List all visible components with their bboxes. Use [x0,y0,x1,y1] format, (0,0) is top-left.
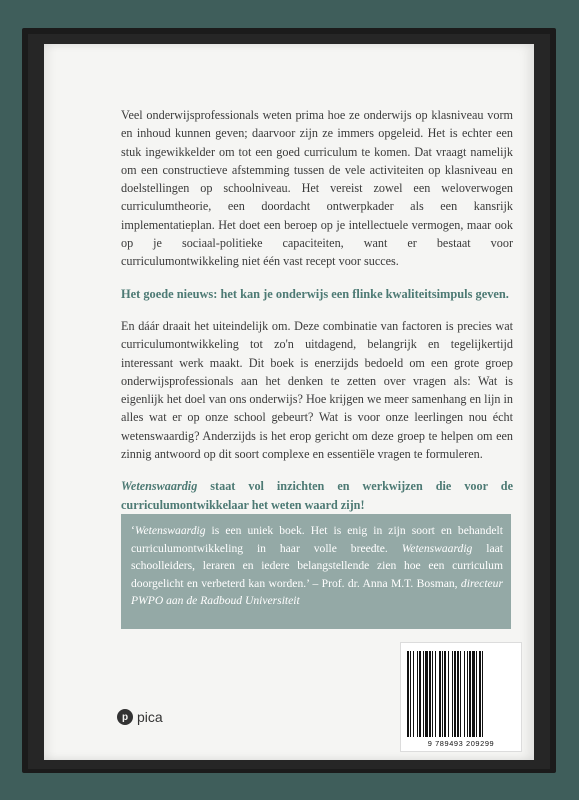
quote-affiliation: directeur PWPO aan de Radboud Universiteit [131,576,503,608]
barcode-bar [457,651,459,737]
barcode-bar [435,651,436,737]
barcode-bar [454,651,456,737]
isbn-number: 9 789493 209299 [427,739,495,748]
back-cover-page [44,44,534,760]
barcode-bar [467,651,468,737]
barcode-bar [448,651,449,737]
barcode-bar [425,651,428,737]
quote-open-mark: ‘ [131,524,135,537]
barcode-bar [429,651,431,737]
closing-book-title: Wetenswaardig [121,479,198,494]
barcode-bar [460,651,461,737]
publisher-mark-icon: p [117,709,133,725]
publisher-name: pica [137,709,163,725]
barcode-bar [432,651,433,737]
closing-text: staat vol inzichten en werkwijzen die voor de curriculumontwikkelaar het weten waard zijn! [121,479,513,512]
barcode-bar [423,651,424,737]
barcode-bar [452,651,453,737]
endorsement-quote-box [121,514,511,629]
barcode-bar [482,651,483,737]
quote-book-title: Wetenswaardig [134,524,206,537]
barcode-bar [479,651,481,737]
barcode-bar [464,651,465,737]
barcode-bar [476,651,477,737]
publisher-logo [117,709,163,725]
description-paragraph: En dáár draait het uiteindelijk om. Deze combinatie van factoren is precies wat curriculumontwikkeling tot zo'n uitdagend, belangrijk en tegelijkertijd interessant werk maakt. Dit boek is enerzijds bedoeld om een grote groep onderwijsprofessionals aan het denken te zetten over vragen als: Wat is eigenlijk het doel van ons onderwijs? Hoe krijgen we meer samenhang en lijn in alles wat er op onze school gebeurt? Wat is voor onze leerlingen nou écht wetenswaardig? Anderzijds is het erop gericht om deze groep te helpen om een zinnig antwoord op dit soort complexe en essentiële vragen te formuleren. [121,318,513,462]
quote-book-title-2: Wetenswaardig [401,541,473,555]
barcode-bar [442,651,443,737]
barcode-bar [413,651,414,737]
highlight-statement: Het goede nieuws: het kan je onderwijs een flinke kwaliteitsimpuls geven. [121,286,509,301]
closing-statement [121,477,513,514]
barcode-bars [401,643,521,751]
endorsement-quote [131,522,503,610]
barcode-bar [469,651,471,737]
isbn-barcode [400,642,522,752]
barcode-bar [439,651,441,737]
barcode-bar [444,651,446,737]
barcode-bar [417,651,418,737]
barcode-bar [410,651,411,737]
quote-text-part2: laat schoolleiders, leraren en iedere belangstellende zien hoe een curriculum doorgelicht en verbeterd kan worden.’ – Prof. dr. Anna M.T. Bosman, [131,541,503,590]
back-cover-text [121,106,513,514]
quote-text-part1: is een uniek boek. Het is enig in zijn soort en behandelt curriculumontwikkeling in haar volle breedte. [131,524,503,555]
barcode-bar [407,651,409,737]
barcode-bar [419,651,421,737]
intro-paragraph: Veel onderwijsprofessionals weten prima hoe ze onderwijs op klasniveau vorm en inhoud kunnen geven; daarvoor zijn ze immers opgeleid. Het is echter een stuk ingewikkelder om tot een goed curriculum te komen. Dat vraagt namelijk om een constructieve afstemming tussen de vele activiteiten op klasniveau en doelstellingen op schoolniveau. Het vereist zowel een weloverwogen curriculumtheorie, een doordacht ontwerpkader als een kansrijk implementatieplan. Het doet een beroep op je intellectuele vermogen, maar ook op je sociaal-politieke capaciteiten, want er bestaat voor curriculumontwikkeling niet één vast recept voor succes. [121,108,513,269]
barcode-bar [472,651,475,737]
